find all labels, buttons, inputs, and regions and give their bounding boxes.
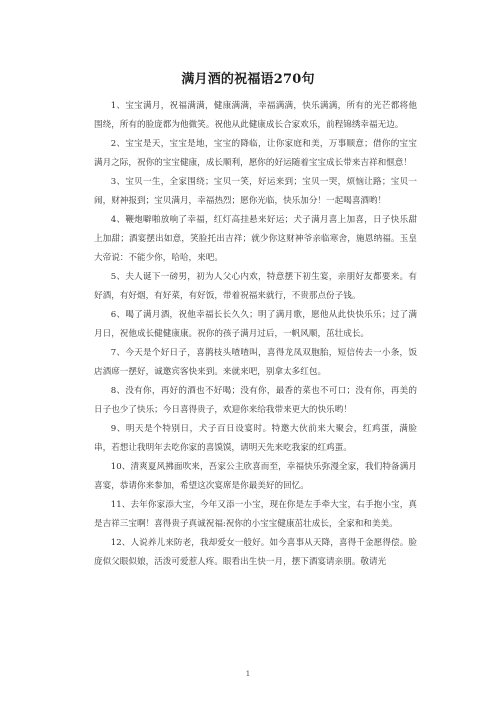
paragraph: 10、清爽夏风拂面吹来，吾家公主欣喜而至，幸福快乐弥漫全家，我们特备满月喜宴，恭请你来参加，希望这次宴席是你最美好的回忆。 bbox=[94, 462, 417, 491]
paragraph: 2、宝宝是天，宝宝是地，宝宝的降临，让你家庭和美，万事顺意；借你的宝宝满月之际，祝你的宝宝健康，成长顺利，愿你的好运随着宝宝成长带来吉祥和惬意！ bbox=[94, 139, 417, 168]
paragraph: 3、宝贝一生，全家围绕；宝贝一笑，好运来到；宝贝一哭，烦恼让路；宝贝一闹，财神报到；宝贝满月，幸福热烈；愿你光临，快乐加分！一起喝喜酒哟！ bbox=[94, 177, 417, 206]
paragraph: 8、没有你，再好的酒也不好喝；没有你，最香的菜也不可口；没有你，再美的日子也少了快乐；今日喜得贵子，欢迎你来给我带来更大的快乐哟！ bbox=[94, 386, 417, 415]
paragraph: 5、夫人诞下一磅男，初为人父心内欢，特意摆下初生宴，亲朋好友都要来。有好酒，有好烟，有好菜，有好饭，带着祝福来就行，不贵那点份子钱。 bbox=[94, 272, 417, 301]
paragraph: 11、去年你家添大宝，今年又添一小宝，现在你是左手牵大宝，右手抱小宝，真是吉祥三宝啊！喜得贵子真诚祝福:祝你的小宝宝健康茁壮成长，全家和和美美。 bbox=[94, 500, 417, 529]
paragraph: 4、鞭炮噼啪放响了幸福，红灯高挂悬来好运；犬子满月喜上加喜，日子快乐甜上加甜；酒宴摆出如意，笑脸托出吉祥；就少你这财神爷亲临寒舍，施恩纳福。玉皇大帝说：不能少你，哈哈，来吧。 bbox=[94, 215, 417, 263]
paragraph: 1、宝宝满月，祝福满满，健康满满，幸福满满，快乐满满，所有的光芒都将他围绕，所有的脸庞都为他微笑。祝他从此健康成长合家欢乐，前程锦绣幸福无边。 bbox=[94, 101, 417, 130]
paragraph: 12、人说养儿来防老，我却爱女一般好。如今喜事从天降，喜得千金愿得偿。脸庞似父眼似娘，活泼可爱惹人疼。眼看出生快一月，摆下酒宴请亲朋。敬请光 bbox=[94, 538, 417, 567]
document-title: 满月酒的祝福语270句 bbox=[181, 72, 315, 87]
paragraph: 9、明天是个特别日，犬子百日设宴时。特邀大伙前来大聚会，红鸡蛋，满脸串，若想让我明年去吃你家的喜馍馍，请明天先来吃我家的红鸡蛋。 bbox=[94, 424, 417, 453]
paragraph: 7、今天是个好日子，喜鹊枝头喳喳叫，喜得龙凤双胞胎，短信传去一小条，饭店酒席一摆好，诚邀宾客快来到。来就来吧，别拿太多红包。 bbox=[94, 348, 417, 377]
paragraph: 6、喝了满月酒，祝他幸福长长久久；明了满月歌，愿他从此快快乐乐；过了满月日，祝他成长健健康康。祝你的孩子满月过后，一帆风顺，茁壮成长。 bbox=[94, 310, 417, 339]
page-number: 1 bbox=[245, 670, 251, 678]
document-body bbox=[94, 97, 417, 572]
